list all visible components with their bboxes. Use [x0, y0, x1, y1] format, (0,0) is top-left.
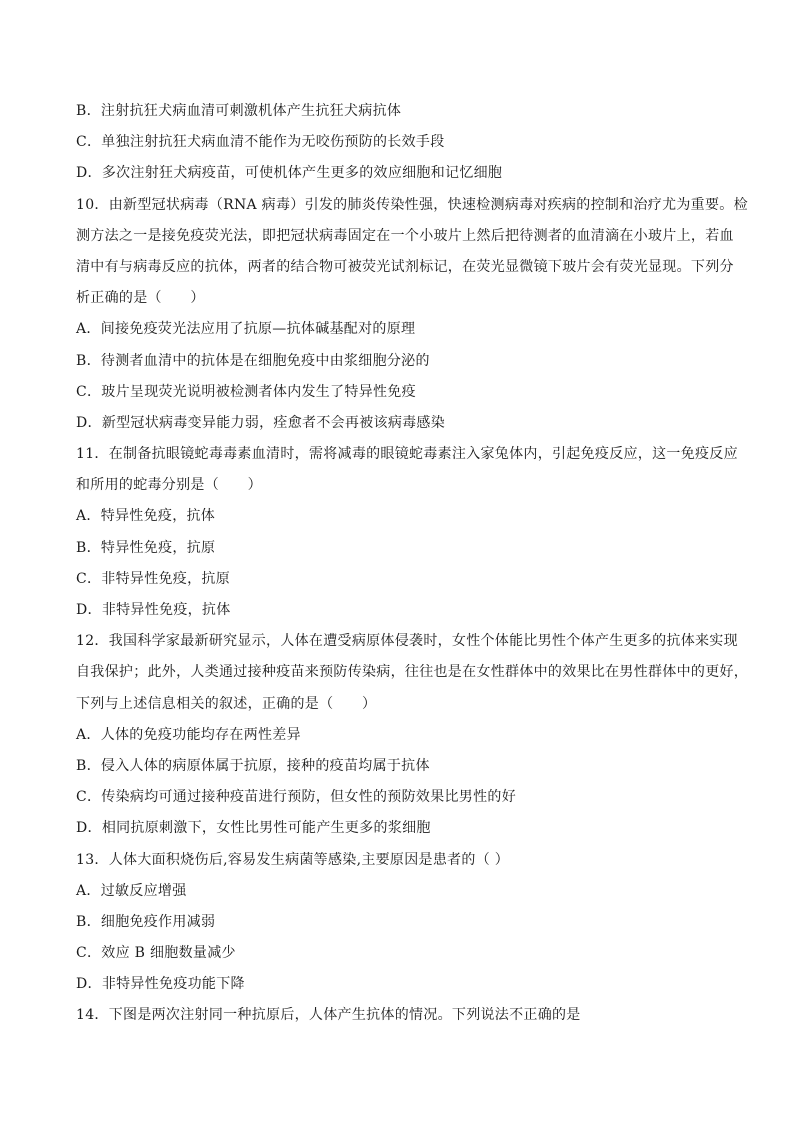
q10-stem-line-4: 析正确的是（ ） [76, 290, 205, 307]
q13-option-a: A．过敏反应增强 [76, 882, 187, 899]
q12-stem-line-2: 自我保护；此外，人类通过接种疫苗来预防传染病，往往也是在女性群体中的效果比在男性群体中的更好， [76, 664, 749, 681]
q12-stem-line-3: 下列与上述信息相关的叙述，正确的是（ ） [76, 695, 377, 712]
q12-option-b: B．侵入人体的病原体属于抗原，接种的疫苗均属于抗体 [76, 757, 430, 774]
q11-stem-line-2: 和所用的蛇毒分别是（ ） [76, 477, 262, 494]
q10-stem-line-3: 清中有与病毒反应的抗体，两者的结合物可被荧光试剂标记，在荧光显微镜下玻片会有荧光显现。下列分 [76, 258, 734, 275]
q13-option-b: B．细胞免疫作用减弱 [76, 913, 216, 930]
q12-stem-line-1: 12．我国科学家最新研究显示，人体在遭受病原体侵袭时，女性个体能比男性个体产生更多的抗体来实现 [76, 633, 738, 650]
q9-option-d: D．多次注射狂犬病疫苗，可使机体产生更多的效应细胞和记忆细胞 [76, 165, 503, 182]
q10-option-d: D．新型冠状病毒变异能力弱，痊愈者不会再被该病毒感染 [76, 414, 446, 431]
q10-stem-line-2: 测方法之一是接免疫荧光法，即把冠状病毒固定在一个小玻片上然后把待测者的血清滴在小玻片上，若血 [76, 227, 734, 244]
q11-stem-line-1: 11．在制备抗眼镜蛇毒毒素血清时，需将减毒的眼镜蛇毒素注入家兔体内，引起免疫反应，这一免疫反应 [76, 446, 738, 463]
q12-option-c: C．传染病均可通过接种疫苗进行预防，但女性的预防效果比男性的好 [76, 789, 517, 806]
q12-option-d: D．相同抗原刺激下，女性比男性可能产生更多的浆细胞 [76, 820, 431, 837]
q10-option-b: B．待测者血清中的抗体是在细胞免疫中由浆细胞分泌的 [76, 352, 430, 369]
document-page [76, 96, 749, 1032]
q10-option-c: C．玻片呈现荧光说明被检测者体内发生了特异性免疫 [76, 383, 416, 400]
q12-option-a: A．人体的免疫功能均存在两性差异 [76, 726, 301, 743]
q11-option-b: B．特异性免疫，抗原 [76, 539, 216, 556]
q14-stem-line-1: 14．下图是两次注射同一种抗原后，人体产生抗体的情况。下列说法不正确的是 [76, 1007, 581, 1024]
q11-option-c: C．非特异性免疫，抗原 [76, 570, 231, 587]
q9-option-b: B．注射抗狂犬病血清可刺激机体产生抗狂犬病抗体 [76, 103, 402, 119]
q13-stem-line-1: 13．人体大面积烧伤后,容易发生病菌等感染,主要原因是患者的（ ） [76, 851, 510, 868]
q10-stem-line-1: 10．由新型冠状病毒（RNA 病毒）引发的肺炎传染性强，快速检测病毒对疾病的控制和治疗尤为重要。检 [76, 196, 748, 213]
q13-option-d: D．非特异性免疫功能下降 [76, 976, 245, 993]
q13-option-c: C．效应 B 细胞数量减少 [76, 945, 236, 962]
q11-option-d: D．非特异性免疫，抗体 [76, 602, 231, 618]
q9-option-c: C．单独注射抗狂犬病血清不能作为无咬伤预防的长效手段 [76, 134, 445, 151]
q10-option-a: A．间接免疫荧光法应用了抗原—抗体碱基配对的原理 [76, 321, 416, 338]
q11-option-a: A．特异性免疫，抗体 [76, 508, 216, 525]
